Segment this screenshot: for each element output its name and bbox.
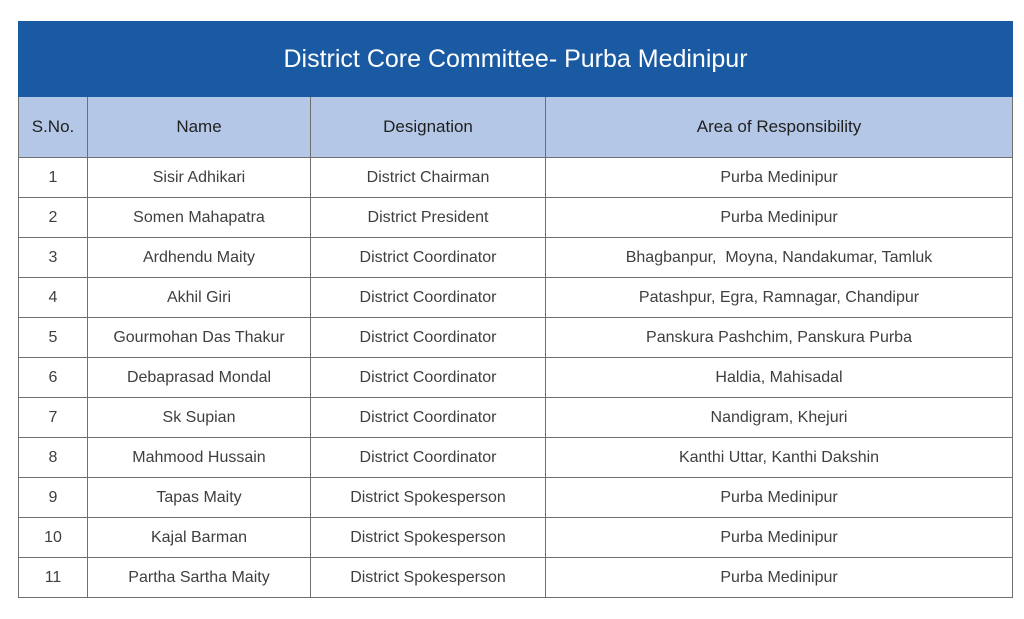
cell-sno: 10 (19, 518, 88, 558)
cell-name: Akhil Giri (88, 278, 311, 318)
committee-table (18, 21, 1013, 598)
cell-area: Purba Medinipur (546, 478, 1013, 518)
table-row (19, 438, 1013, 478)
cell-sno: 4 (19, 278, 88, 318)
cell-sno: 3 (19, 238, 88, 278)
header-designation: Designation (311, 97, 546, 158)
table-title: District Core Committee- Purba Medinipur (19, 22, 1013, 97)
cell-name: Tapas Maity (88, 478, 311, 518)
cell-designation: District Coordinator (311, 398, 546, 438)
cell-area: Haldia, Mahisadal (546, 358, 1013, 398)
cell-designation: District President (311, 198, 546, 238)
header-sno: S.No. (19, 97, 88, 158)
cell-designation: District Spokesperson (311, 478, 546, 518)
cell-name: Gourmohan Das Thakur (88, 318, 311, 358)
cell-area: Purba Medinipur (546, 518, 1013, 558)
table-row (19, 358, 1013, 398)
table-row (19, 478, 1013, 518)
cell-name: Sisir Adhikari (88, 158, 311, 198)
cell-designation: District Coordinator (311, 358, 546, 398)
table-row (19, 398, 1013, 438)
cell-designation: District Spokesperson (311, 558, 546, 598)
cell-name: Ardhendu Maity (88, 238, 311, 278)
cell-area: Purba Medinipur (546, 558, 1013, 598)
cell-area: Nandigram, Khejuri (546, 398, 1013, 438)
header-row (19, 97, 1013, 158)
table-row (19, 278, 1013, 318)
table-row (19, 318, 1013, 358)
cell-area: Patashpur, Egra, Ramnagar, Chandipur (546, 278, 1013, 318)
cell-sno: 6 (19, 358, 88, 398)
cell-name: Kajal Barman (88, 518, 311, 558)
committee-table-container (18, 21, 1012, 598)
title-row (19, 22, 1013, 97)
table-row (19, 518, 1013, 558)
table-row (19, 158, 1013, 198)
cell-sno: 2 (19, 198, 88, 238)
cell-designation: District Coordinator (311, 238, 546, 278)
header-area: Area of Responsibility (546, 97, 1013, 158)
cell-designation: District Coordinator (311, 278, 546, 318)
cell-sno: 7 (19, 398, 88, 438)
cell-sno: 8 (19, 438, 88, 478)
cell-name: Debaprasad Mondal (88, 358, 311, 398)
cell-name: Partha Sartha Maity (88, 558, 311, 598)
table-row (19, 238, 1013, 278)
cell-sno: 5 (19, 318, 88, 358)
header-name: Name (88, 97, 311, 158)
cell-sno: 11 (19, 558, 88, 598)
cell-designation: District Coordinator (311, 438, 546, 478)
cell-name: Mahmood Hussain (88, 438, 311, 478)
table-row (19, 198, 1013, 238)
cell-sno: 9 (19, 478, 88, 518)
cell-area: Purba Medinipur (546, 198, 1013, 238)
cell-designation: District Spokesperson (311, 518, 546, 558)
cell-area: Kanthi Uttar, Kanthi Dakshin (546, 438, 1013, 478)
cell-sno: 1 (19, 158, 88, 198)
table-row (19, 558, 1013, 598)
cell-area: Panskura Pashchim, Panskura Purba (546, 318, 1013, 358)
cell-designation: District Chairman (311, 158, 546, 198)
cell-area: Purba Medinipur (546, 158, 1013, 198)
cell-area: Bhagbanpur, Moyna, Nandakumar, Tamluk (546, 238, 1013, 278)
cell-name: Somen Mahapatra (88, 198, 311, 238)
cell-name: Sk Supian (88, 398, 311, 438)
cell-designation: District Coordinator (311, 318, 546, 358)
